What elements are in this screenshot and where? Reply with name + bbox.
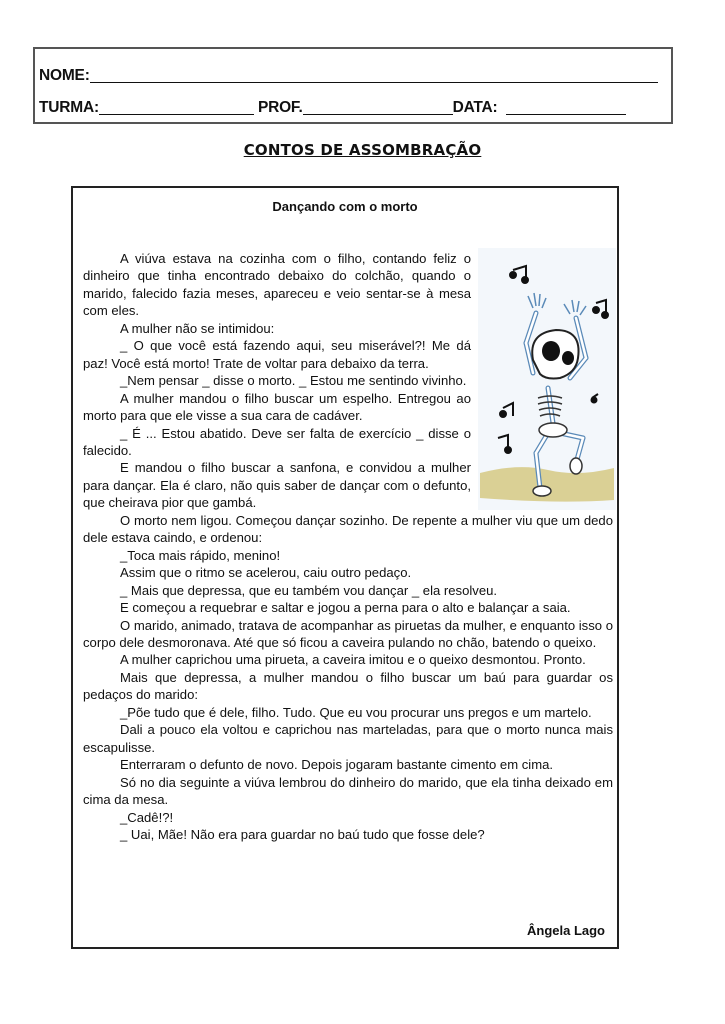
name-label: NOME: xyxy=(39,67,90,84)
paragraph: _ É ... Estou abatido. Deve ser falta de exercício _ disse o falecido. xyxy=(83,425,471,458)
paragraph: E começou a requebrar e saltar e jogou a perna para o alto e balançar a saia. xyxy=(120,600,571,616)
paragraph: _Cadê!?! xyxy=(120,809,174,825)
name-field[interactable] xyxy=(90,68,658,83)
story-title: Dançando com o morto xyxy=(272,199,418,214)
paragraph: E mandou o filho buscar a sanfona, e convidou a mulher para dançar. Ela é claro, não quis saber de dançar com o defunto, que cheirava pior que gambá. xyxy=(83,460,471,511)
author: Ângela Lago xyxy=(526,923,605,938)
paragraph: Assim que o ritmo se acelerou, caiu outro pedaço. xyxy=(120,565,412,581)
date-label: DATA: xyxy=(452,99,498,116)
paragraph: A viúva estava na cozinha com o filho, contando feliz o dinheiro que tinha encontrado debaixo do colchão, quando o marido, falecido fazia meses, apareceu e veio sentar-se à mesa com eles. xyxy=(83,251,471,319)
class-teacher-date-row xyxy=(39,99,626,117)
paragraph: _ Mais que depressa, que eu também vou dançar _ ela resolveu. xyxy=(120,582,498,598)
paragraph: O morto nem ligou. Começou dançar sozinho. De repente a mulher viu que um dedo dele estava caindo, e ordenou: xyxy=(83,512,613,546)
paragraph: O marido, animado, tratava de acompanhar as piruetas da mulher, e enquanto isso o corpo dele desmoronava. Até que só ficou a caveira pulando no chão, batendo o queixo. xyxy=(83,617,613,650)
paragraph: Enterraram o defunto de novo. Depois jogaram bastante cimento em cima. xyxy=(120,757,554,773)
paragraph: _Põe tudo que é dele, filho. Tudo. Que eu vou procurar uns pregos e um martelo. xyxy=(120,704,592,720)
date-field[interactable] xyxy=(506,100,626,115)
paragraph: _Nem pensar _ disse o morto. _ Estou me sentindo vivinho. xyxy=(120,373,467,389)
paragraph: A mulher caprichou uma pirueta, a caveira imitou e o queixo desmontou. Pronto. xyxy=(120,652,586,668)
page-title: CONTOS DE ASSOMBRAÇÃO xyxy=(243,141,482,159)
paragraph: A mulher mandou o filho buscar um espelho. Entregou ao morto para que ele visse a sua cara de cadáver. xyxy=(83,390,471,424)
class-field[interactable] xyxy=(99,100,254,115)
teacher-field[interactable] xyxy=(303,100,453,115)
paragraph: _ Uai, Mãe! Não era para guardar no baú tudo que fosse dele? xyxy=(120,826,485,842)
paragraph: Só no dia seguinte a viúva lembrou do dinheiro do marido, que ela tinha deixado em cima da mesa. xyxy=(83,774,613,808)
story-text xyxy=(83,250,613,843)
paragraph: Mais que depressa, a mulher mandou o filho buscar um baú para guardar os pedaços do marido: xyxy=(83,669,613,703)
class-label: TURMA: xyxy=(39,99,99,116)
story-box xyxy=(71,186,619,949)
name-row xyxy=(39,67,658,85)
paragraph: _Toca mais rápido, menino! xyxy=(120,547,281,563)
student-info-box xyxy=(33,47,673,124)
paragraph: A mulher não se intimidou: xyxy=(120,320,275,336)
paragraph: _ O que você está fazendo aqui, seu miserável?! Me dá paz! Você está morto! Trate de voltar para debaixo da terra. xyxy=(83,338,471,371)
teacher-label: PROF. xyxy=(257,99,303,116)
paragraph: Dali a pouco ela voltou e caprichou nas marteladas, para que o morto nunca mais escapulisse. xyxy=(83,722,613,755)
